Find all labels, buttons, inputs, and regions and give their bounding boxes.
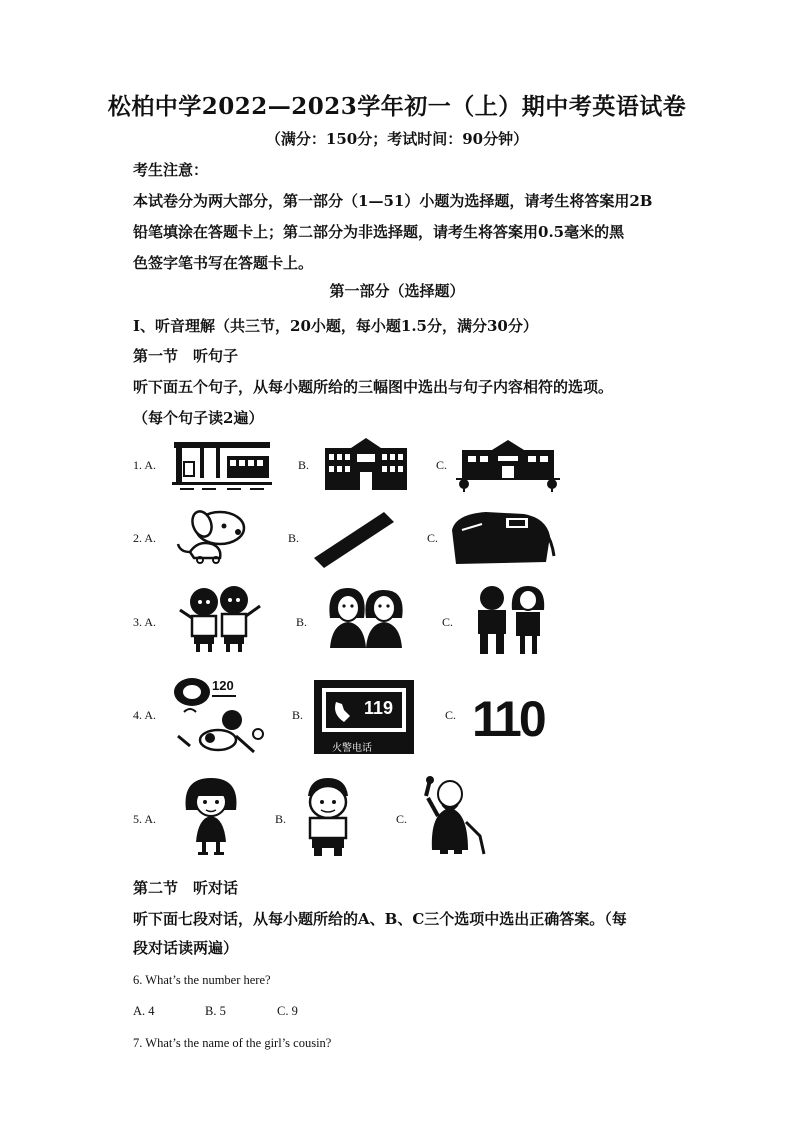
old-man-picture	[418, 776, 490, 856]
question-3-label-b: B.	[296, 615, 308, 629]
question-6-option-a: A. 4	[133, 1004, 155, 1018]
question-6-option-b: B. 5	[205, 1004, 226, 1018]
pic-fire-label: 火警电话	[332, 743, 372, 754]
notice-line: 铅笔填涂在答题卡上；第二部分为非选择题，请考生将答案用0.5毫米的黑	[133, 223, 625, 241]
subsection-title: 第二节 听对话	[133, 879, 239, 897]
instruction: 听下面五个句子，从每小题所给的三幅图中选出与句子内容相符的选项。	[133, 378, 614, 396]
boy-picture	[296, 776, 360, 860]
subsection-title: 第一节 听句子	[133, 347, 239, 365]
railway-station-picture	[172, 440, 272, 492]
instruction: （每个句子读2遍）	[133, 409, 264, 427]
pic-number-110: 110	[472, 691, 544, 740]
notice-line: 色签字笔书写在答题卡上。	[133, 254, 314, 272]
instruction: 段对话读两遍）	[133, 939, 239, 957]
school-bag-picture	[446, 506, 556, 568]
question-5-label-a: 5. A.	[133, 812, 157, 826]
question-2-label-a: 2. A.	[133, 531, 157, 545]
school-building-picture	[325, 438, 407, 490]
page-subtitle: （满分：150分；考试时间：90分钟）	[265, 130, 529, 148]
pic-number-120: 120	[212, 678, 234, 693]
question-1-label-b: B.	[298, 458, 310, 472]
girl-picture	[182, 776, 240, 856]
question-5-label-b: B.	[275, 812, 287, 826]
question-2-label-c: C.	[427, 531, 439, 545]
question-4-label-c: C.	[445, 708, 457, 722]
question-1-label-a: 1. A.	[133, 458, 157, 472]
question-2-label-b: B.	[288, 531, 300, 545]
ambulance-call-picture	[170, 676, 268, 758]
two-boys-picture	[174, 584, 266, 656]
part-title: 第一部分（选择题）	[329, 282, 465, 300]
question-3-label-a: 3. A.	[133, 615, 157, 629]
instruction: 听下面七段对话，从每小题所给的A、B、C三个选项中选出正确答案。（每	[133, 910, 627, 928]
notice-heading: 考生注意：	[133, 161, 209, 179]
dog-picture	[172, 508, 256, 564]
man-and-woman-picture	[464, 584, 554, 656]
police-number-picture	[470, 688, 562, 740]
ruler-picture	[312, 508, 396, 568]
question-4-label-a: 4. A.	[133, 708, 157, 722]
question-1-label-c: C.	[436, 458, 448, 472]
question-6-option-c: C. 9	[277, 1004, 298, 1018]
two-girls-picture	[322, 584, 408, 650]
question-6-stem: 6. What’s the number here?	[133, 973, 271, 987]
question-3-label-c: C.	[442, 615, 454, 629]
question-7-stem: 7. What’s the name of the girl’s cousin?	[133, 1036, 332, 1050]
section-title: I、听音理解（共三节，20小题，每小题1.5分，满分30分）	[133, 317, 538, 335]
pic-number-119: 119	[364, 698, 394, 718]
hospital-building-picture	[456, 440, 560, 492]
question-4-label-b: B.	[292, 708, 304, 722]
page-title: 松柏中学2022—2023学年初一（上）期中考英语试卷	[107, 93, 687, 120]
notice-line: 本试卷分为两大部分，第一部分（1—51）小题为选择题，请考生将答案用2B	[133, 192, 653, 210]
question-5-label-c: C.	[396, 812, 408, 826]
fire-alarm-phone-picture	[314, 680, 414, 754]
